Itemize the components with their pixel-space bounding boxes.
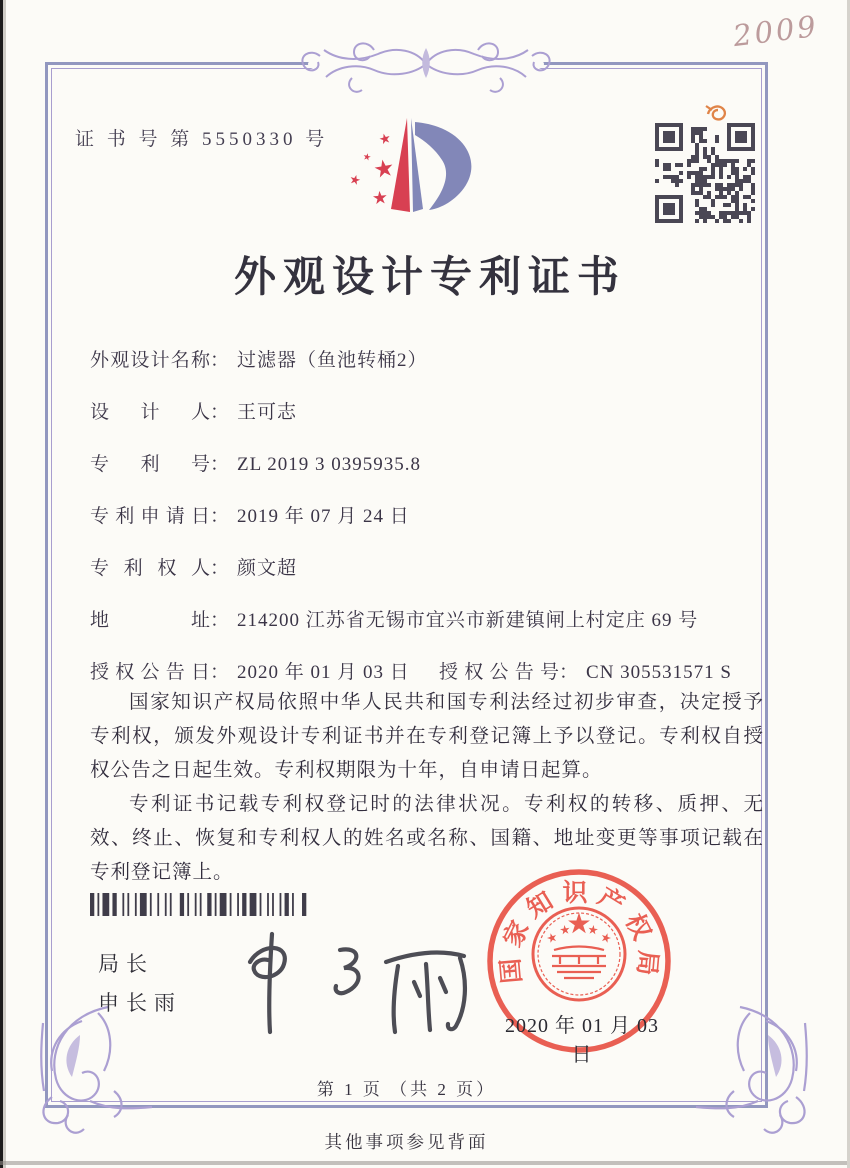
field-separator: ： [210, 350, 230, 371]
seal-date: 2020 年 01 月 03 日 [505, 1015, 659, 1066]
qr-code-icon [653, 121, 757, 225]
field-value: 颜文超 [237, 558, 298, 579]
field-separator: ： [210, 610, 230, 631]
field-value: 2020 年 01 月 03 日 [237, 662, 410, 683]
scan-edge-bottom [0, 1161, 850, 1165]
handwritten-note: 2009 [731, 8, 821, 54]
seal-arc-text: 国家知识产权局 [496, 880, 662, 985]
field-row [90, 504, 765, 530]
director-title: 局长 [98, 952, 154, 976]
scan-edge-left-shadow [3, 0, 6, 1168]
pen-mark-icon [700, 98, 734, 124]
field-label: 授权公告日 [90, 662, 210, 683]
director-signature-icon [210, 920, 485, 1038]
fields [90, 348, 765, 712]
field-separator: ： [210, 558, 230, 579]
field-label: 专利号 [90, 454, 210, 475]
field-value: 2019 年 07 月 24 日 [237, 506, 410, 527]
field-value: CN 305531571 S [586, 662, 732, 683]
field-separator: ： [210, 402, 230, 423]
body-paragraph: 国家知识产权局依照中华人民共和国专利法经过初步审查，决定授予专利权，颁发外观设计专利证书并在专利登记簿上予以登记。专利权自授权公告之日起生效。专利权期限为十年，自申请日起算。 [90, 692, 764, 781]
field-label: 设计人 [90, 402, 210, 423]
field-label: 专利权人 [90, 558, 210, 579]
field-row [90, 400, 765, 426]
field-separator: ： [559, 662, 579, 683]
page-title: 外观设计专利证书 [233, 255, 626, 301]
certificate-number: 证 书 号 第 5550330 号 [75, 129, 329, 150]
back-note: 其他事项参见背面 [324, 1132, 489, 1152]
field-row [90, 660, 765, 686]
field-row [90, 348, 765, 374]
field-value: 214200 江苏省无锡市宜兴市新建镇闸上村定庄 69 号 [237, 610, 699, 631]
field-separator: ： [210, 506, 230, 527]
field-label: 专利申请日 [90, 506, 210, 527]
field-value: 过滤器（鱼池转桶2） [237, 350, 428, 371]
body-text [90, 686, 764, 890]
field-label: 授权公告号 [439, 662, 560, 683]
field-label: 外观设计名称 [90, 350, 210, 371]
national-emblem-icon [533, 908, 625, 1000]
director-name: 申长雨 [98, 991, 182, 1015]
body-paragraph: 专利证书记载专利权登记时的法律状况。专利权的转移、质押、无效、终止、恢复和专利权人的姓名或名称、国籍、地址变更等事项记载在专利登记簿上。 [90, 794, 764, 883]
cnipa-logo-icon [330, 106, 520, 238]
page-number: 第 1 页 （共 2 页） [316, 1080, 497, 1099]
field-row [90, 608, 765, 634]
barcode-icon [90, 893, 312, 916]
field-label: 地址 [90, 610, 210, 631]
field-separator: ： [210, 454, 230, 475]
field-value: ZL 2019 3 0395935.8 [237, 454, 422, 475]
field-row [90, 452, 765, 478]
field-row [90, 556, 765, 582]
field-separator: ： [210, 662, 230, 683]
field-value: 王可志 [237, 402, 298, 423]
